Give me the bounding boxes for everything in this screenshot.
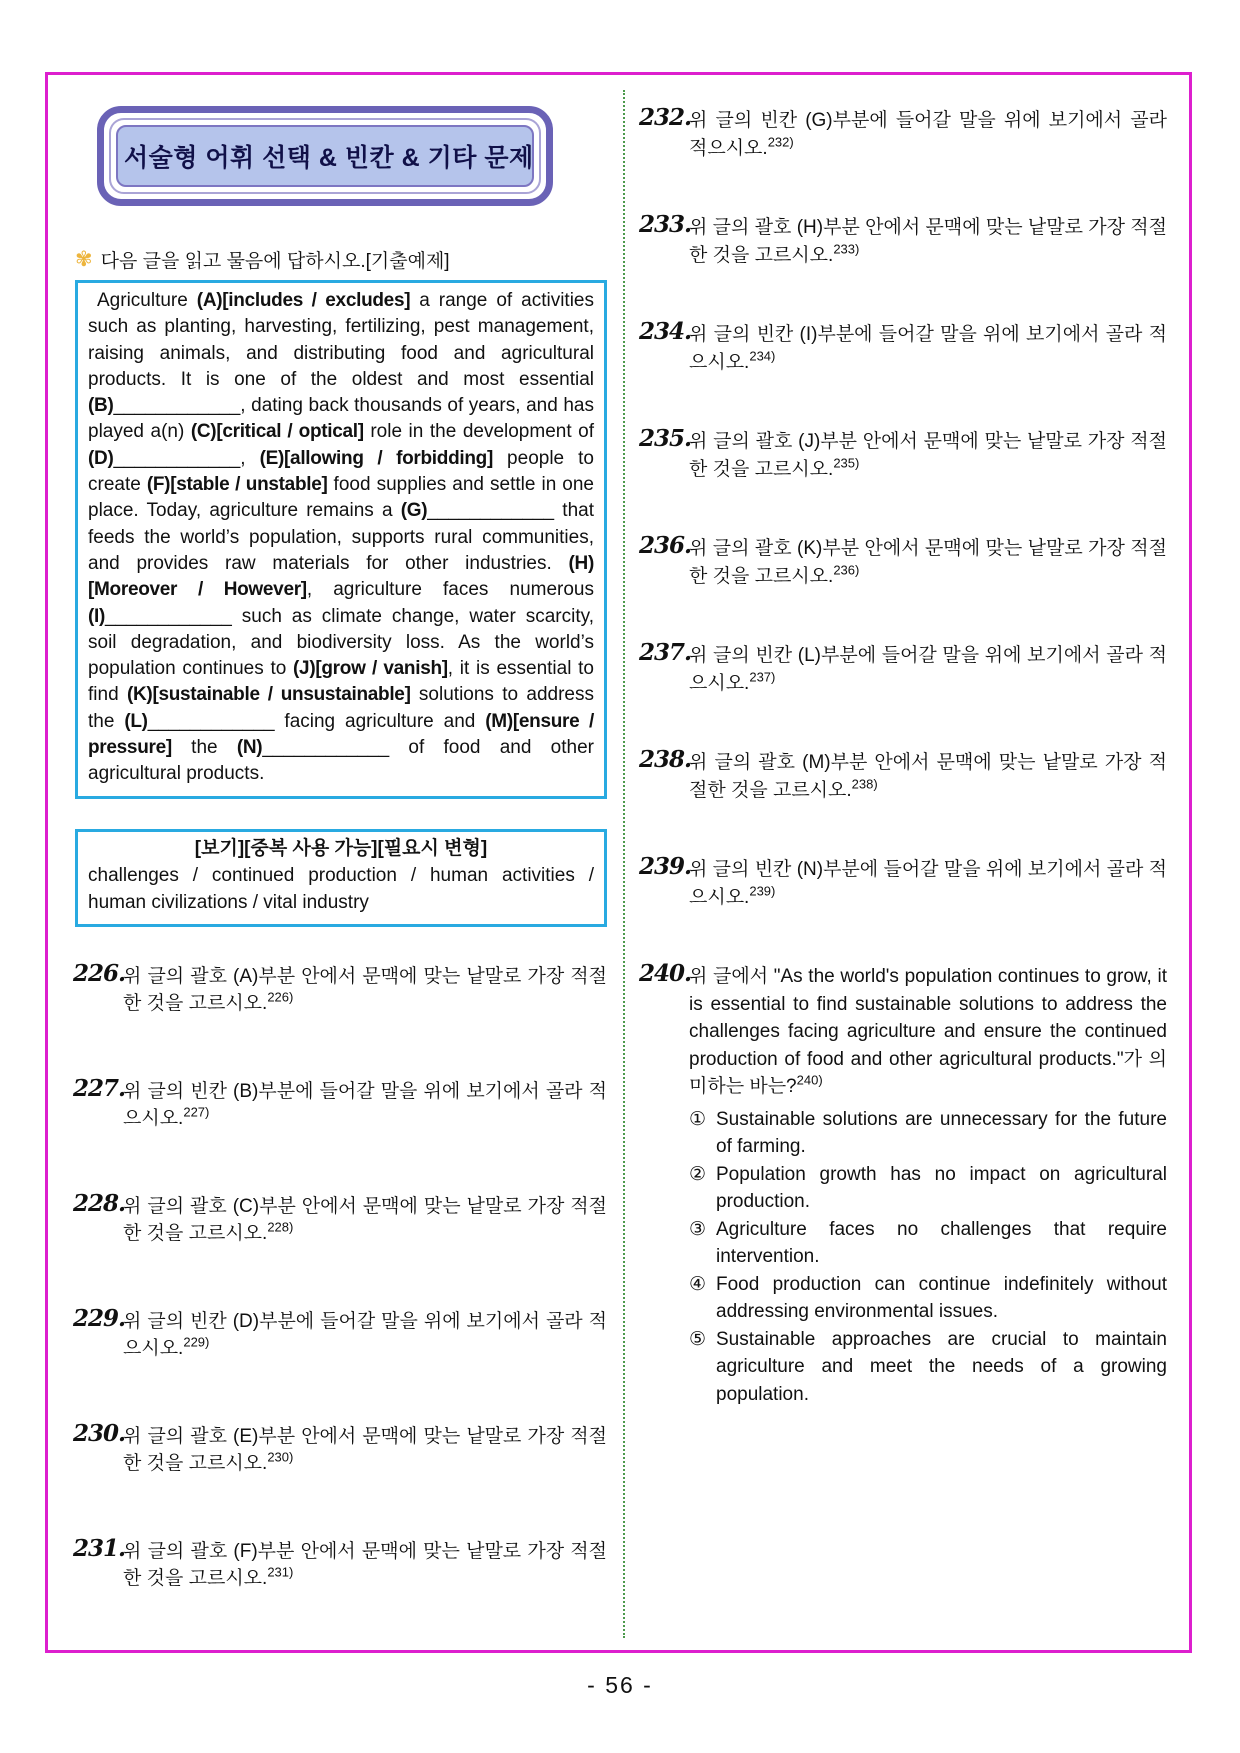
- question-235: [639, 425, 1167, 483]
- passage-segment: the: [171, 737, 237, 759]
- passage-bold-segment: (F)[stable / unstable]: [146, 474, 328, 496]
- passage-segment: ____________,: [113, 447, 260, 469]
- question-number: 235.: [639, 425, 692, 452]
- answer-option: [689, 1326, 1167, 1409]
- answer-option: [689, 1271, 1167, 1326]
- question-number: 229.: [73, 1304, 126, 1332]
- footnote-ref: 227): [183, 1104, 210, 1120]
- passage-bold-segment: (M)[ensure / pressure]: [88, 710, 594, 759]
- option-marker: ③: [689, 1218, 707, 1240]
- question-number: 237.: [639, 639, 692, 666]
- page-number: - 56 -: [587, 1672, 653, 1698]
- instruction-line: [75, 246, 607, 273]
- question-231: [73, 1534, 607, 1593]
- option-marker: ④: [689, 1273, 707, 1295]
- footnote-ref: 233): [833, 241, 860, 257]
- question-text: 위 글의 괄호 (J)부분 안에서 문맥에 맞는 낱말로 가장 적절한 것을 고르시오.: [689, 431, 1167, 480]
- option-text: Population growth has no impact on agricultural production.: [716, 1163, 1167, 1212]
- column-divider: [623, 90, 625, 1638]
- question-number: 231.: [73, 1534, 126, 1562]
- passage-bold-segment: (A)[includes / excludes]: [196, 290, 411, 311]
- question-text: 위 글의 빈칸 (I)부분에 들어갈 말을 위에 보기에서 골라 적으시오.: [689, 324, 1167, 373]
- question-number: 230.: [73, 1419, 126, 1447]
- footnote-ref: 232): [767, 134, 794, 150]
- question-238: [639, 746, 1167, 804]
- question-number: 238.: [639, 746, 692, 773]
- passage-segment: ____________ facing agriculture and: [147, 710, 486, 732]
- passage-segment: people to create: [88, 447, 594, 496]
- option-marker: ①: [689, 1108, 707, 1130]
- question-text: 위 글의 괄호 (A)부분 안에서 문맥에 맞는 낱말로 가장 적절한 것을 고르시오.: [123, 965, 607, 1015]
- question-number: 239.: [639, 853, 692, 880]
- passage-segment: ____________, dating back thousands of years, and has played a(n): [88, 395, 594, 443]
- question-number: 227.: [73, 1074, 126, 1102]
- footnote-ref: 234): [749, 348, 776, 364]
- section-title-box: [97, 106, 553, 206]
- footnote-ref: 226): [267, 989, 294, 1005]
- passage-bold-segment: (B): [88, 395, 114, 417]
- questions-left-container: [73, 959, 607, 1593]
- answer-option: [689, 1216, 1167, 1271]
- question-text: 위 글에서 "As the world's population continues to grow, it is essential to find sustainable solutions to address the challenges facing agriculture and ensure the continued production of food and other agricultural products."가 의미하는 바는?: [689, 966, 1167, 1097]
- question-number: 232.: [639, 104, 692, 131]
- question-number: 240.: [639, 960, 692, 987]
- footnote-ref: 239): [749, 883, 776, 899]
- option-text: Agriculture faces no challenges that require intervention.: [716, 1218, 1167, 1267]
- passage-bold-segment: (I): [88, 605, 106, 627]
- passage-bold-segment: (E)[allowing / forbidding]: [259, 447, 494, 469]
- instruction-text: 다음 글을 읽고 물음에 답하시오.[기출예제]: [100, 251, 450, 272]
- footnote-ref: 237): [749, 669, 776, 685]
- question-number: 233.: [639, 211, 692, 238]
- passage-bold-segment: (L): [124, 710, 148, 732]
- footnote-ref: 228): [267, 1219, 294, 1235]
- question-number: 234.: [639, 318, 692, 345]
- passage-segment: a range of activities such as planting, harvesting, fertilizing, pest management, raising animals, and distributing food and agricultural products. It is one of the oldest and most essential: [88, 290, 594, 390]
- question-text: 위 글의 괄호 (K)부분 안에서 문맥에 맞는 낱말로 가장 적절한 것을 고르시오.: [689, 538, 1167, 587]
- question-236: [639, 532, 1167, 590]
- question-text: 위 글의 빈칸 (B)부분에 들어갈 말을 위에 보기에서 골라 적으시오.: [123, 1080, 607, 1130]
- passage-bold-segment: (N): [236, 737, 263, 759]
- question-228: [73, 1189, 607, 1248]
- option-text: Sustainable approaches are crucial to maintain agriculture and meet the needs of a growing population.: [716, 1328, 1167, 1405]
- question-text: 위 글의 괄호 (C)부분 안에서 문맥에 맞는 낱말로 가장 적절한 것을 고르시오.: [123, 1195, 607, 1245]
- footnote-ref: 235): [833, 455, 860, 471]
- word-bank-header: [보기][중복 사용 가능][필요시 변형]: [194, 837, 488, 859]
- answer-options: [689, 1106, 1167, 1409]
- question-229: [73, 1304, 607, 1363]
- question-number: 228.: [73, 1189, 126, 1217]
- question-number: 226.: [73, 959, 126, 987]
- footnote-ref: 230): [267, 1449, 294, 1465]
- question-240: [639, 960, 1167, 1408]
- option-marker: ⑤: [689, 1328, 707, 1350]
- footnote-ref: 236): [833, 562, 860, 578]
- word-bank-items: challenges / continued production / human activities / human civilizations / vital industry: [88, 864, 594, 913]
- option-text: Food production can continue indefinitely without addressing environmental issues.: [716, 1273, 1167, 1322]
- question-text: 위 글의 빈칸 (N)부분에 들어갈 말을 위에 보기에서 골라 적으시오.: [689, 859, 1167, 908]
- left-column: [75, 100, 607, 1653]
- option-text: Sustainable solutions are unnecessary for the future of farming.: [716, 1108, 1167, 1157]
- passage-segment: , agriculture faces numerous: [306, 579, 594, 601]
- passage-bold-segment: (D): [88, 447, 114, 469]
- passage-segment: , it is essential to find: [88, 658, 594, 706]
- passage-segment: Agriculture: [97, 290, 197, 311]
- answer-option: [689, 1106, 1167, 1161]
- passage-segment: food supplies and settle in one place. Today, agriculture remains a: [88, 474, 594, 522]
- passage-text: [88, 290, 594, 784]
- passage-segment: ____________ of food and other agricultural products.: [88, 737, 594, 785]
- word-bank-box: [75, 829, 607, 927]
- passage-segment: solutions to address the: [88, 684, 595, 732]
- question-text: 위 글의 빈칸 (G)부분에 들어갈 말을 위에 보기에서 골라 적으시오.: [689, 110, 1167, 159]
- question-230: [73, 1419, 607, 1478]
- question-text: 위 글의 괄호 (F)부분 안에서 문맥에 맞는 낱말로 가장 적절한 것을 고르시오.: [123, 1540, 607, 1590]
- question-text: 위 글의 괄호 (M)부분 안에서 문맥에 맞는 낱말로 가장 적절한 것을 고르시오.: [689, 752, 1167, 801]
- passage-segment: ____________ such as climate change, water scarcity, soil degradation, and biodiversity loss. As the world’s population continues to: [88, 605, 594, 680]
- question-232: [639, 104, 1167, 162]
- section-title: 서술형 어휘 선택 & 빈칸 & 기타 문제: [124, 144, 534, 172]
- question-text: 위 글의 빈칸 (L)부분에 들어갈 말을 위에 보기에서 골라 적으시오.: [689, 645, 1167, 694]
- question-text: 위 글의 괄호 (E)부분 안에서 문맥에 맞는 낱말로 가장 적절한 것을 고르시오.: [123, 1425, 607, 1475]
- question-233: [639, 211, 1167, 269]
- question-226: [73, 959, 607, 1018]
- option-marker: ②: [689, 1163, 707, 1185]
- passage-bold-segment: (C)[critical / optical]: [190, 421, 364, 443]
- reading-passage: [75, 280, 607, 799]
- question-text: 위 글의 괄호 (H)부분 안에서 문맥에 맞는 낱말로 가장 적절한 것을 고르시오.: [689, 217, 1167, 266]
- footnote-ref: 238): [851, 776, 878, 792]
- question-227: [73, 1074, 607, 1133]
- question-number: 236.: [639, 532, 692, 559]
- passage-bold-segment: (K)[sustainable / unsustainable]: [126, 684, 411, 706]
- footnote-ref: 229): [183, 1334, 210, 1350]
- passage-bold-segment: (H)[Moreover / However]: [88, 552, 594, 601]
- answer-option: [689, 1161, 1167, 1216]
- question-237: [639, 639, 1167, 697]
- right-column: [639, 104, 1167, 1408]
- passage-segment: ____________ that feeds the world’s population, supports rural communities, and provides raw materials for other industries.: [88, 500, 594, 574]
- footnote-ref: 231): [267, 1564, 294, 1580]
- question-text: 위 글의 빈칸 (D)부분에 들어갈 말을 위에 보기에서 골라 적으시오.: [123, 1310, 607, 1360]
- question-234: [639, 318, 1167, 376]
- passage-bold-segment: (J)[grow / vanish]: [293, 658, 448, 680]
- passage-bold-segment: (G): [400, 500, 428, 522]
- questions-right-container: [639, 104, 1167, 1408]
- flower-icon: ✾: [75, 248, 93, 271]
- passage-segment: role in the development of: [363, 421, 594, 443]
- question-239: [639, 853, 1167, 911]
- footnote-ref: 240): [796, 1072, 823, 1088]
